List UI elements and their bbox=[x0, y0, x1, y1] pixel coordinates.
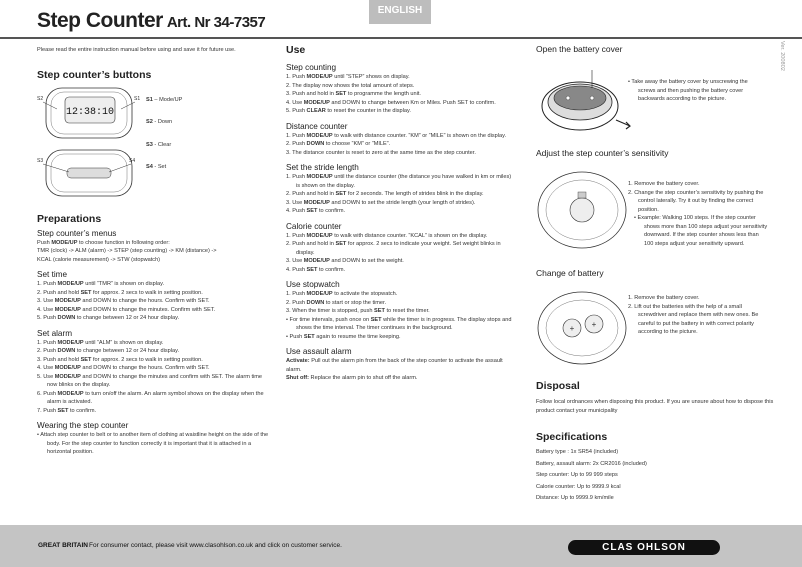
battery-list bbox=[628, 294, 768, 337]
item-text: Use bbox=[43, 365, 55, 371]
item-text: while the timer is in progress. The display stops and shows the time interval. The timer continues in the background. bbox=[296, 316, 512, 331]
battery-illustration bbox=[536, 286, 630, 370]
item-num: 2. bbox=[286, 191, 291, 197]
stride-list bbox=[286, 173, 516, 216]
item-text: Push bbox=[292, 74, 307, 80]
item-text: to start or stop the timer. bbox=[324, 299, 387, 306]
item-text: Remove the battery cover. bbox=[634, 181, 700, 187]
item-bold: SET bbox=[80, 289, 92, 296]
list-item bbox=[286, 266, 516, 275]
arrow-icon bbox=[616, 120, 630, 129]
item-text: until “STEP” shows on display. bbox=[332, 74, 410, 80]
title-text: Step Counter bbox=[37, 9, 163, 32]
item-bold: MODE/UP bbox=[306, 132, 333, 139]
item-text: Push bbox=[292, 291, 307, 297]
spec-line: Distance: Up to 9999.9 km/mile bbox=[536, 495, 614, 501]
item-text: Push and hold bbox=[43, 356, 81, 363]
item-num: 7. bbox=[37, 407, 42, 414]
item-text: to confirm. bbox=[68, 407, 97, 414]
item-num: • bbox=[634, 215, 636, 221]
disposal-heading: Disposal bbox=[536, 380, 580, 392]
item-text: until “ALM” is shown on display. bbox=[83, 339, 164, 346]
list-item bbox=[628, 294, 768, 303]
menus-intro-pre: Push bbox=[37, 239, 52, 246]
item-text: Push and hold in bbox=[292, 91, 336, 97]
item-bold: MODE/UP bbox=[54, 298, 81, 304]
list-item bbox=[628, 189, 768, 215]
item-bold: MODE/UP bbox=[303, 99, 330, 106]
callout-s4: S4 bbox=[129, 157, 136, 164]
item-bold: MODE/UP bbox=[54, 365, 81, 371]
settime-heading: Set time bbox=[37, 270, 68, 279]
menus-heading: Step counter’s menus bbox=[37, 228, 117, 238]
item-text: Use bbox=[292, 258, 304, 264]
legend-desc: - Down bbox=[152, 119, 173, 125]
item-text: Use bbox=[292, 199, 304, 206]
list-item bbox=[37, 390, 269, 407]
list-item bbox=[286, 199, 516, 208]
item-text: to activate the stopwatch. bbox=[332, 291, 398, 297]
list-item bbox=[628, 303, 768, 337]
item-num: 3. bbox=[286, 199, 291, 206]
list-item bbox=[628, 180, 768, 189]
wearing-heading: Wearing the step counter bbox=[37, 421, 129, 430]
device-display-text: 12:38:10 bbox=[65, 106, 115, 118]
menus-intro-post: to choose function in following order: bbox=[77, 239, 170, 246]
settime-list bbox=[37, 280, 269, 323]
stepcounting-heading: Step counting bbox=[286, 63, 337, 72]
item-bold: MODE/UP bbox=[57, 281, 84, 287]
item-bold: MODE/UP bbox=[303, 199, 330, 206]
header-rule bbox=[0, 37, 802, 39]
item-num: 5. bbox=[37, 315, 42, 321]
item-num: 2. bbox=[286, 241, 291, 247]
legend-s4 bbox=[146, 163, 182, 172]
footer-contact: For consumer contact, please visit www.clasohlson.co.uk and click on customer service. bbox=[89, 542, 342, 549]
buttons-heading: Step counter’s buttons bbox=[37, 68, 152, 81]
item-num: 1. bbox=[286, 232, 291, 239]
list-item bbox=[37, 314, 269, 323]
item-text: Use bbox=[43, 373, 55, 380]
item-num: 3. bbox=[37, 356, 42, 363]
list-item bbox=[286, 316, 516, 333]
item-text: Push bbox=[43, 348, 58, 354]
device-back bbox=[538, 292, 626, 364]
item-text: to reset the timer. bbox=[384, 308, 430, 314]
article-number: Art. Nr 34-7357 bbox=[166, 14, 266, 31]
item-num: 1. bbox=[37, 339, 42, 346]
item-text: Push bbox=[289, 333, 304, 340]
item-bold: MODE/UP bbox=[57, 390, 84, 397]
item-text: Use bbox=[43, 306, 55, 313]
item-num: 1. bbox=[628, 295, 633, 301]
callout-s3: S3 bbox=[37, 157, 44, 164]
item-bold: DOWN bbox=[57, 315, 76, 321]
item-num: 2. bbox=[628, 189, 633, 196]
item-text: Lift out the batteries with the help of a small screwdriver and replace them with new ones. Be careful to put the battery in with correct polarity according to the picture. bbox=[634, 303, 759, 335]
footer bbox=[0, 525, 802, 567]
item-text: Push bbox=[292, 108, 307, 114]
item-text: Push bbox=[292, 141, 307, 147]
item-text: Change the step counter’s sensitivity by pushing the control laterally. Try it out by finding the correct position. bbox=[634, 189, 764, 213]
item-num: 1. bbox=[286, 174, 291, 180]
item-bold: MODE/UP bbox=[306, 232, 333, 239]
device-side-buttons bbox=[67, 168, 111, 178]
item-text: Push and hold in bbox=[292, 241, 336, 247]
item-text: to confirm. bbox=[317, 208, 346, 214]
calorie-list bbox=[286, 232, 516, 275]
item-bold: MODE/UP bbox=[54, 306, 81, 313]
menus-intro bbox=[37, 239, 269, 248]
sensitivity-list bbox=[628, 180, 768, 248]
stopwatch-list bbox=[286, 290, 516, 341]
list-item bbox=[286, 132, 516, 141]
item-num: 2. bbox=[286, 141, 291, 147]
list-item bbox=[286, 307, 516, 316]
item-text: for 2 seconds. The length of strides blink in the display. bbox=[346, 191, 484, 197]
item-text: Push bbox=[43, 390, 58, 397]
item-text: and DOWN to set the stride length (your length of strides). bbox=[329, 199, 476, 206]
item-text: and DOWN to set the weight. bbox=[329, 258, 404, 264]
distance-heading: Distance counter bbox=[286, 121, 348, 131]
list-item bbox=[286, 90, 516, 99]
battery-cover-text: • Take away the battery cover by unscrewing the screws and then pushing the battery cover backwards according to the picture. bbox=[628, 79, 748, 102]
button-legend bbox=[146, 96, 182, 172]
assault-shutoff bbox=[286, 374, 516, 383]
assault-activate-text: Pull out the alarm pin from the back of the step counter to activate the assault alarm. bbox=[286, 358, 503, 373]
column-2 bbox=[286, 44, 516, 383]
spec-line: Battery, assault alarm: 2x CR2016 (included) bbox=[536, 460, 647, 467]
footer-country: GREAT BRITAIN bbox=[38, 542, 88, 549]
item-text: to programme the length unit. bbox=[346, 91, 421, 97]
item-text: for approx. 2 secs to walk in setting position. bbox=[91, 356, 203, 363]
stride-heading: Set the stride length bbox=[286, 163, 359, 172]
item-text: again to resume the time keeping. bbox=[314, 333, 401, 340]
item-text: When the timer is stopped, push bbox=[292, 308, 375, 314]
battery-cover bbox=[554, 86, 606, 110]
list-item bbox=[286, 82, 516, 91]
item-num: 3. bbox=[37, 298, 42, 304]
battery-cover-heading: Open the battery cover bbox=[536, 44, 623, 54]
legend-key: S4 bbox=[146, 164, 153, 170]
item-text: for approx. 2 secs to indicate your weight. Set weight blinks in display. bbox=[296, 241, 501, 256]
item-bold: MODE/UP bbox=[57, 339, 84, 346]
screw-left bbox=[566, 96, 570, 100]
item-num: 5. bbox=[286, 108, 291, 114]
brand-logo: CLAS OHLSON bbox=[568, 540, 720, 555]
item-num: 1. bbox=[286, 132, 291, 139]
menus-line-2: KCAL (calorie measurement) -> STW (stopwatch) bbox=[37, 256, 161, 263]
item-text: Push bbox=[292, 232, 307, 239]
setalarm-list bbox=[37, 339, 269, 416]
legend-desc: - Clear bbox=[152, 141, 172, 148]
item-text: Push and hold in bbox=[292, 191, 336, 197]
item-bold: SET bbox=[303, 333, 315, 340]
wearing-text: • Attach step counter to belt or to another item of clothing at waistline height on the side of the body. For the step counter to function correctly it is important that it is attached in a horizontal position. bbox=[37, 432, 269, 455]
battery-figure bbox=[536, 282, 776, 378]
legend-desc: – Mode/UP bbox=[152, 96, 183, 103]
item-bold: SET bbox=[57, 407, 69, 414]
item-text: Push bbox=[43, 407, 58, 414]
item-bold: SET bbox=[335, 241, 347, 247]
battery-heading: Change of battery bbox=[536, 268, 604, 278]
callout-s2: S2 bbox=[37, 95, 44, 102]
intro-text: Please read the entire instruction manual before using and save it for future use. bbox=[37, 47, 236, 53]
item-text: and DOWN to change between Km or Miles. Push SET to confirm. bbox=[329, 99, 496, 106]
list-item bbox=[37, 347, 269, 356]
item-num: 1. bbox=[37, 281, 42, 287]
item-text: Push bbox=[292, 208, 307, 214]
item-num: • bbox=[286, 316, 288, 323]
list-item bbox=[37, 373, 269, 390]
list-item bbox=[37, 297, 269, 306]
item-bold: SET bbox=[370, 316, 382, 323]
list-item bbox=[286, 232, 516, 241]
plus-icon: + bbox=[569, 324, 575, 333]
item-text: to reset the counter in the display. bbox=[325, 108, 411, 114]
item-text: Push bbox=[292, 132, 307, 139]
list-item bbox=[37, 339, 269, 348]
item-bold: MODE/UP bbox=[54, 373, 81, 380]
item-text: The display now shows the total amount of steps. bbox=[292, 82, 415, 89]
list-item bbox=[37, 306, 269, 315]
sensitivity-figure bbox=[536, 162, 776, 264]
list-item bbox=[286, 299, 516, 308]
item-num: 4. bbox=[286, 208, 291, 214]
item-num: • bbox=[286, 333, 288, 340]
item-text: Use bbox=[292, 99, 304, 106]
list-item bbox=[286, 140, 516, 149]
item-num: 4. bbox=[286, 266, 291, 273]
item-bold: SET bbox=[306, 266, 318, 273]
item-text: Example: Walking 100 steps. If the step counter shows more than 100 steps adjust your sensitivity downward. If the step counter shows less than 100 steps adjust your sensitivity upward. bbox=[637, 215, 768, 247]
list-item bbox=[286, 149, 516, 158]
item-text: to walk with distance counter. “KCAL” is shown on the display. bbox=[332, 232, 488, 239]
item-num: 3. bbox=[286, 149, 291, 156]
item-num: 4. bbox=[37, 365, 42, 371]
item-bold: DOWN bbox=[306, 141, 325, 147]
language-tab: ENGLISH bbox=[369, 0, 431, 24]
plus-icon: + bbox=[591, 320, 597, 329]
device-illustration bbox=[37, 86, 141, 206]
distance-list bbox=[286, 132, 516, 158]
assault-heading: Use assault alarm bbox=[286, 347, 352, 356]
list-item bbox=[628, 214, 768, 248]
calorie-heading: Calorie counter bbox=[286, 221, 342, 231]
legend-key: S3 bbox=[146, 141, 153, 148]
item-bold: SET bbox=[80, 356, 92, 363]
item-bold: MODE/UP bbox=[303, 258, 330, 264]
item-num: 1. bbox=[286, 291, 291, 297]
buttons-figure bbox=[37, 86, 269, 211]
list-item bbox=[286, 107, 516, 116]
callout-s1: S1 bbox=[134, 95, 141, 102]
menus-intro-bold: MODE/UP bbox=[51, 239, 78, 246]
assault-shutoff-label: Shut off: bbox=[286, 375, 309, 381]
list-item bbox=[286, 73, 516, 82]
item-bold: SET bbox=[306, 208, 318, 214]
item-text: to change between 12 or 24 hour display. bbox=[75, 315, 180, 321]
legend-s1 bbox=[146, 96, 182, 105]
item-bold: SET bbox=[335, 191, 347, 197]
item-num: 4. bbox=[37, 306, 42, 313]
sensitivity-control bbox=[570, 198, 594, 222]
page-title bbox=[37, 9, 265, 33]
assault-shutoff-text: Replace the alarm pin to shut off the alarm. bbox=[309, 375, 418, 381]
list-item bbox=[286, 173, 516, 190]
assault-activate-label: Activate: bbox=[286, 358, 310, 364]
list-item bbox=[286, 290, 516, 299]
item-text: to choose “KM” or “MILE”. bbox=[324, 141, 391, 147]
preparations-heading: Preparations bbox=[37, 212, 102, 225]
item-num: 2. bbox=[628, 303, 633, 310]
item-text: and DOWN to change the minutes and confirm with SET. The alarm time now blinks on the display. bbox=[47, 373, 263, 388]
item-text: and DOWN to change the hours. Confirm with SET. bbox=[80, 365, 210, 371]
item-text: until “TMR” is shown on display. bbox=[83, 281, 165, 287]
item-text: to turn on/off the alarm. An alarm symbol shows on the display when the alarm is activated. bbox=[47, 390, 264, 405]
item-num: 5. bbox=[37, 373, 42, 380]
item-text: to change between 12 or 24 hour display. bbox=[75, 348, 180, 354]
item-bold: MODE/UP bbox=[306, 291, 333, 297]
list-item bbox=[286, 240, 516, 257]
item-num: 4. bbox=[286, 99, 291, 106]
wearing-body: Attach step counter to belt or to another item of clothing at waistline height on the side of the body. For the step counter to function correctly it is important that it is attached in a horizontal position. bbox=[40, 432, 269, 455]
item-bold: MODE/UP bbox=[306, 74, 333, 80]
use-heading: Use bbox=[286, 44, 306, 56]
setalarm-heading: Set alarm bbox=[37, 328, 73, 338]
item-text: Push bbox=[292, 174, 307, 180]
screw-right bbox=[590, 96, 594, 100]
item-num: 3. bbox=[286, 308, 291, 314]
item-text: and DOWN to change the minutes. Confirm with SET. bbox=[80, 306, 216, 313]
header bbox=[0, 0, 802, 38]
item-text: For time intervals, push once on bbox=[289, 316, 371, 323]
item-bold: DOWN bbox=[306, 299, 325, 306]
list-item bbox=[286, 207, 516, 216]
battery-cover-figure bbox=[536, 58, 776, 144]
specs-heading: Specifications bbox=[536, 431, 608, 443]
sensitivity-heading: Adjust the step counter’s sensitivity bbox=[536, 148, 669, 158]
item-num: 1. bbox=[286, 74, 291, 80]
legend-s3 bbox=[146, 141, 182, 150]
list-item bbox=[286, 333, 516, 342]
list-item bbox=[37, 289, 269, 298]
item-num: 2. bbox=[37, 289, 42, 296]
item-num: 3. bbox=[286, 91, 291, 97]
item-num: 3. bbox=[286, 258, 291, 264]
menus-line-1: TMR (clock) -> ALM (alarm) -> STEP (step counting) -> KM (distance) -> bbox=[37, 248, 217, 254]
battery-cover-illustration bbox=[536, 58, 636, 138]
item-text: to confirm. bbox=[317, 266, 346, 273]
item-num: 2. bbox=[286, 82, 291, 89]
list-item bbox=[286, 99, 516, 108]
sensitivity-illustration bbox=[536, 166, 630, 254]
item-num: 2. bbox=[286, 299, 291, 306]
item-num: 1. bbox=[628, 181, 633, 187]
item-text: Push bbox=[43, 281, 58, 287]
item-text: to walk with distance counter. “KM” or “MILE” is shown on the display. bbox=[332, 132, 507, 139]
disposal-text: Follow local ordnances when disposing this product. If you are unsure about how to dispose this product contact your municipality bbox=[536, 399, 774, 414]
item-num: 6. bbox=[37, 390, 42, 397]
spec-line: Battery type : 1x SR54 (included) bbox=[536, 449, 619, 455]
list-item bbox=[37, 364, 269, 373]
list-item bbox=[37, 280, 269, 289]
item-text: and DOWN to change the hours. Confirm with SET. bbox=[80, 298, 210, 304]
item-text: Push bbox=[292, 299, 307, 306]
item-text: until the distance counter (the distance you have walked in km or miles) is shown on the display. bbox=[296, 174, 512, 189]
version-text: Ver. 200802 bbox=[779, 41, 785, 71]
spec-line: Step counter: Up to 99 999 steps bbox=[536, 472, 618, 478]
legend-key: S2 bbox=[146, 119, 153, 125]
list-item bbox=[286, 190, 516, 199]
sensitivity-slider bbox=[578, 192, 586, 198]
item-text: The distance counter is reset to zero at the same time as the step counter. bbox=[292, 149, 476, 156]
column-1 bbox=[37, 44, 269, 457]
battery-cover-body: Take away the battery cover by unscrewing the screws and then pushing the battery cover backwards according to the picture. bbox=[631, 79, 748, 102]
item-text: Push bbox=[43, 315, 58, 321]
list-item bbox=[37, 356, 269, 365]
list-item bbox=[286, 257, 516, 266]
item-text: Use bbox=[43, 298, 55, 304]
spec-line: Calorie counter: Up to 9999.9 kcal bbox=[536, 483, 621, 490]
assault-activate bbox=[286, 357, 516, 374]
item-text: Push and hold bbox=[43, 289, 81, 296]
item-bold: SET bbox=[374, 308, 385, 314]
column-3 bbox=[536, 44, 776, 505]
item-text: for approx. 2 secs to walk in setting position. bbox=[91, 289, 203, 296]
item-bold: DOWN bbox=[57, 348, 76, 354]
stepcounting-list bbox=[286, 73, 516, 116]
legend-desc: - Set bbox=[152, 164, 167, 170]
item-text: Push bbox=[43, 339, 58, 346]
legend-s2 bbox=[146, 118, 182, 127]
item-bold: MODE/UP bbox=[306, 174, 333, 180]
item-text: Remove the battery cover. bbox=[634, 295, 700, 301]
item-bold: SET bbox=[335, 91, 347, 97]
item-text: Push bbox=[292, 266, 307, 273]
legend-key: S1 bbox=[146, 96, 153, 103]
list-item bbox=[37, 407, 269, 416]
item-bold: CLEAR bbox=[306, 108, 326, 114]
stopwatch-heading: Use stopwatch bbox=[286, 280, 340, 289]
item-num: 2. bbox=[37, 348, 42, 354]
